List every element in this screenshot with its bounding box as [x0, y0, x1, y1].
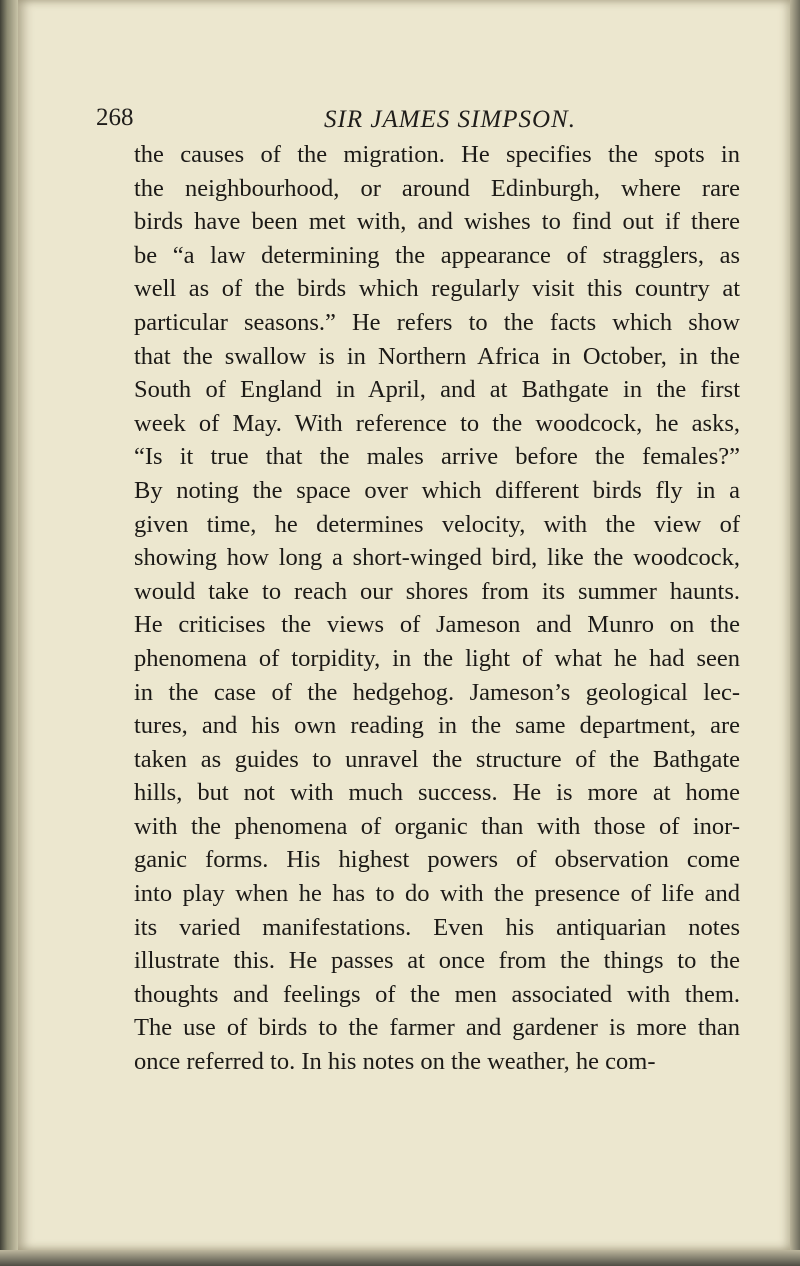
- text-line: into play when he has to do with the presence of life and: [134, 880, 740, 908]
- text-line: well as of the birds which regularly visit this country at: [134, 275, 740, 303]
- page-header: [96, 104, 716, 138]
- page-right-edge: [790, 0, 800, 1266]
- text-line: illustrate this. He passes at once from the things to the: [134, 947, 740, 975]
- text-line: its varied manifestations. Even his antiquarian notes: [134, 913, 740, 941]
- body-text: [134, 138, 740, 1079]
- text-line: be “a law determining the appearance of stragglers, as: [134, 241, 740, 269]
- text-line: once referred to. In his notes on the weather, he com-: [134, 1048, 656, 1076]
- text-line: He criticises the views of Jameson and Munro on the: [134, 611, 740, 639]
- text-line: “Is it true that the males arrive before the females?”: [134, 443, 740, 471]
- text-line: with the phenomena of organic than with those of inor-: [134, 812, 740, 840]
- running-head: SIR JAMES SIMPSON.: [324, 106, 576, 133]
- text-line: By noting the space over which different birds fly in a: [134, 476, 740, 504]
- text-line: tures, and his own reading in the same department, are: [134, 712, 740, 740]
- text-line: that the swallow is in Northern Africa in October, in the: [134, 342, 740, 370]
- book-spine-edge: [0, 0, 18, 1266]
- text-line: in the case of the hedgehog. Jameson’s geological lec-: [134, 678, 740, 706]
- text-line: birds have been met with, and wishes to find out if there: [134, 208, 740, 236]
- text-line: thoughts and feelings of the men associated with them.: [134, 980, 740, 1008]
- text-line: The use of birds to the farmer and gardener is more than: [134, 1014, 740, 1042]
- text-line: week of May. With reference to the woodcock, he asks,: [134, 409, 740, 437]
- text-line: taken as guides to unravel the structure of the Bathgate: [134, 745, 740, 773]
- text-line: the causes of the migration. He specifies the spots in: [134, 141, 740, 168]
- text-line: showing how long a short-winged bird, like the woodcock,: [134, 544, 740, 572]
- page-number: 268: [96, 104, 134, 131]
- text-line: the neighbourhood, or around Edinburgh, where rare: [134, 174, 740, 202]
- text-line: hills, but not with much success. He is more at home: [134, 779, 740, 807]
- text-line: ganic forms. His highest powers of observation come: [134, 846, 740, 874]
- text-line: phenomena of torpidity, in the light of what he had seen: [134, 644, 740, 672]
- text-line: South of England in April, and at Bathgate in the first: [134, 376, 740, 404]
- text-line: given time, he determines velocity, with the view of: [134, 510, 740, 538]
- text-line: particular seasons.” He refers to the facts which show: [134, 308, 740, 336]
- text-line: would take to reach our shores from its summer haunts.: [134, 577, 740, 605]
- page-bottom-edge: [0, 1250, 800, 1266]
